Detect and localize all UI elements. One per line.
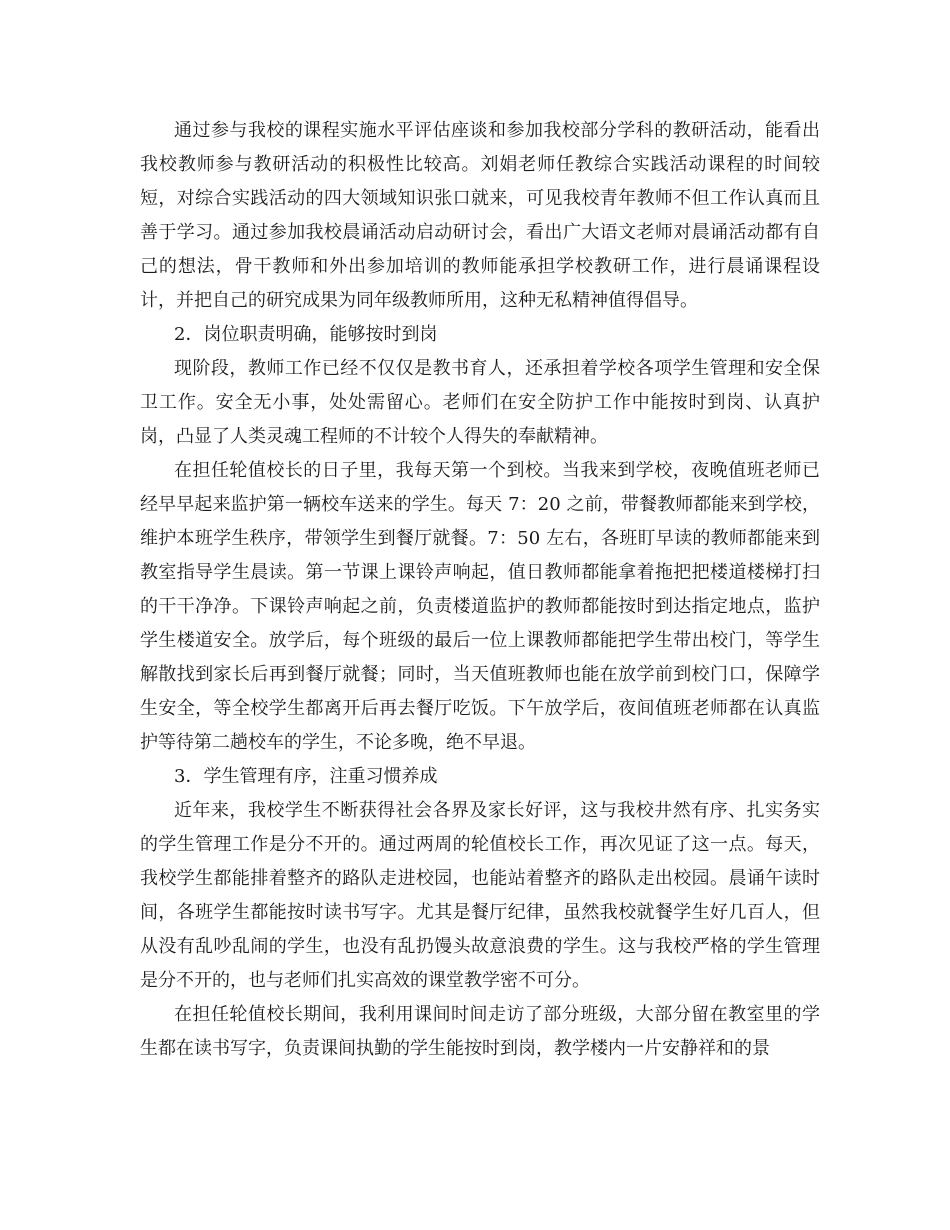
- paragraph-teaching-research: 通过参与我校的课程实施水平评估座谈和参加我校部分学科的教研活动，能看出我校教师参与教研活动的积极性比较高。刘娟老师任教综合实践活动课程的时间较短，对综合实践活动的四大领域知识张口就来，可见我校青年教师不但工作认真而且善于学习。通过参加我校晨诵活动启动研讨会，看出广大语文老师对晨诵活动都有自己的想法，骨干教师和外出参加培训的教师能承担学校教研工作，进行晨诵课程设计，并把自己的研究成果为同年级教师所用，这种无私精神值得倡导。: [140, 120, 820, 311]
- document-body: [140, 114, 820, 1066]
- section-heading-student-management: 3．学生管理有序，注重习惯养成: [174, 766, 438, 787]
- section-heading-duties: 2．岗位职责明确，能够按时到岗: [174, 324, 438, 345]
- paragraph-class-visits: 在担任轮值校长期间，我利用课间时间走访了部分班级，大部分留在教室里的学生都在读书写字，负责课间执勤的学生能按时到岗，教学楼内一片安静祥和的景: [140, 1004, 820, 1059]
- paragraph-daily-duty: 在担任轮值校长的日子里，我每天第一个到校。当我来到学校，夜晚值班老师已经早早起来监护第一辆校车送来的学生。每天 7：20 之前，带餐教师都能来到学校，维护本班学生秩序，带领学生到餐厅就餐。7：50 左右，各班盯早读的教师都能来到教室指导学生晨读。第一节课上课铃声响起，值日教师都能拿着拖把把楼道楼梯打扫的干干净净。下课铃声响起之前，负责楼道监护的教师都能按时到达指定地点，监护学生楼道安全。放学后，每个班级的最后一位上课教师都能把学生带出校门，等学生解散找到家长后再到餐厅就餐；同时，当天值班教师也能在放学前到校门口，保障学生安全，等全校学生都离开后再去餐厅吃饭。下午放学后，夜间值班老师都在认真监护等待第二趟校车的学生，不论多晚，绝不早退。: [140, 460, 820, 753]
- paragraph-safety-work: 现阶段，教师工作已经不仅仅是教书育人，还承担着学校各项学生管理和安全保卫工作。安全无小事，处处需留心。老师们在安全防护工作中能按时到岗、认真护岗，凸显了人类灵魂工程师的不计较个人得失的奉献精神。: [140, 358, 820, 447]
- paragraph-student-management: 近年来，我校学生不断获得社会各界及家长好评，这与我校井然有序、扎实务实的学生管理工作是分不开的。通过两周的轮值校长工作，再次见证了这一点。每天，我校学生都能排着整齐的路队走进校园，也能站着整齐的路队走出校园。晨诵午读时间，各班学生都能按时读书写字。尤其是餐厅纪律，虽然我校就餐学生好几百人，但从没有乱吵乱闹的学生，也没有乱扔馒头故意浪费的学生。这与我校严格的学生管理是分不开的，也与老师们扎实高效的课堂教学密不可分。: [140, 800, 820, 991]
